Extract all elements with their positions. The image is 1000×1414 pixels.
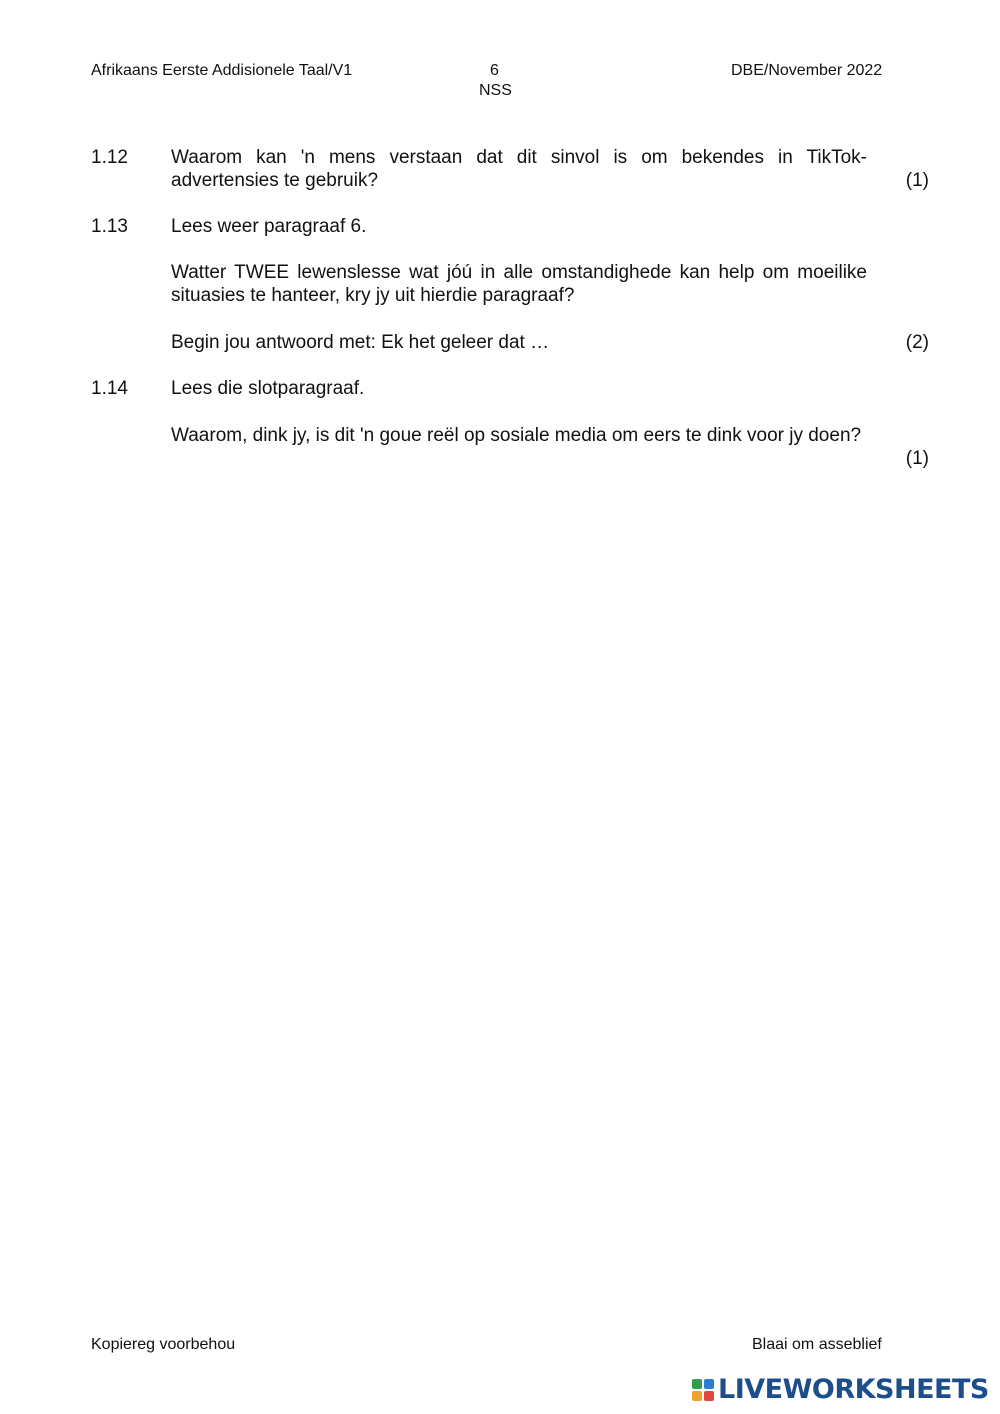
question-mark-1-13: (2) (905, 332, 929, 353)
logo-tile-orange (692, 1391, 702, 1401)
question-text-1-14: Waarom, dink jy, is dit 'n goue reël op sosiale media om eers te dink voor jy doen? (171, 425, 862, 446)
question-text-1-13: Watter TWEE lewenslesse wat jóú in alle omstandighede kan help om moeilike situasies te hanteer, kry jy uit hierdie paragraaf? (171, 262, 867, 306)
liveworksheets-logo-icon (692, 1379, 714, 1401)
question-text-1-12: Waarom kan 'n mens verstaan dat dit sinvol is om bekendes in TikTok-advertensies te gebruik? (171, 147, 867, 191)
question-intro-1-13: Lees weer paragraaf 6. (171, 216, 367, 237)
question-mark-1-12: (1) (905, 170, 929, 191)
logo-tile-red (704, 1391, 714, 1401)
logo-tile-blue (704, 1379, 714, 1389)
liveworksheets-logo-text: LIVEWORKSHEETS (718, 1374, 989, 1405)
footer-turn-page: Blaai om asseblief (752, 1336, 882, 1353)
liveworksheets-logo (692, 1373, 989, 1407)
header-page-number: 6 (490, 62, 499, 79)
question-instruction-1-13: Begin jou antwoord met: Ek het geleer dat … (171, 332, 550, 353)
header-nss: NSS (479, 82, 512, 99)
question-intro-1-14: Lees die slotparagraaf. (171, 378, 365, 399)
question-number-1-14: 1.14 (91, 378, 128, 399)
header-exam-date: DBE/November 2022 (731, 62, 883, 79)
question-number-1-13: 1.13 (91, 216, 128, 237)
question-number-1-12: 1.12 (91, 147, 128, 168)
logo-tile-green (692, 1379, 702, 1389)
header-subject: Afrikaans Eerste Addisionele Taal/V1 (91, 62, 353, 79)
question-mark-1-14: (1) (905, 448, 929, 469)
footer-copyright: Kopiereg voorbehou (91, 1336, 236, 1353)
